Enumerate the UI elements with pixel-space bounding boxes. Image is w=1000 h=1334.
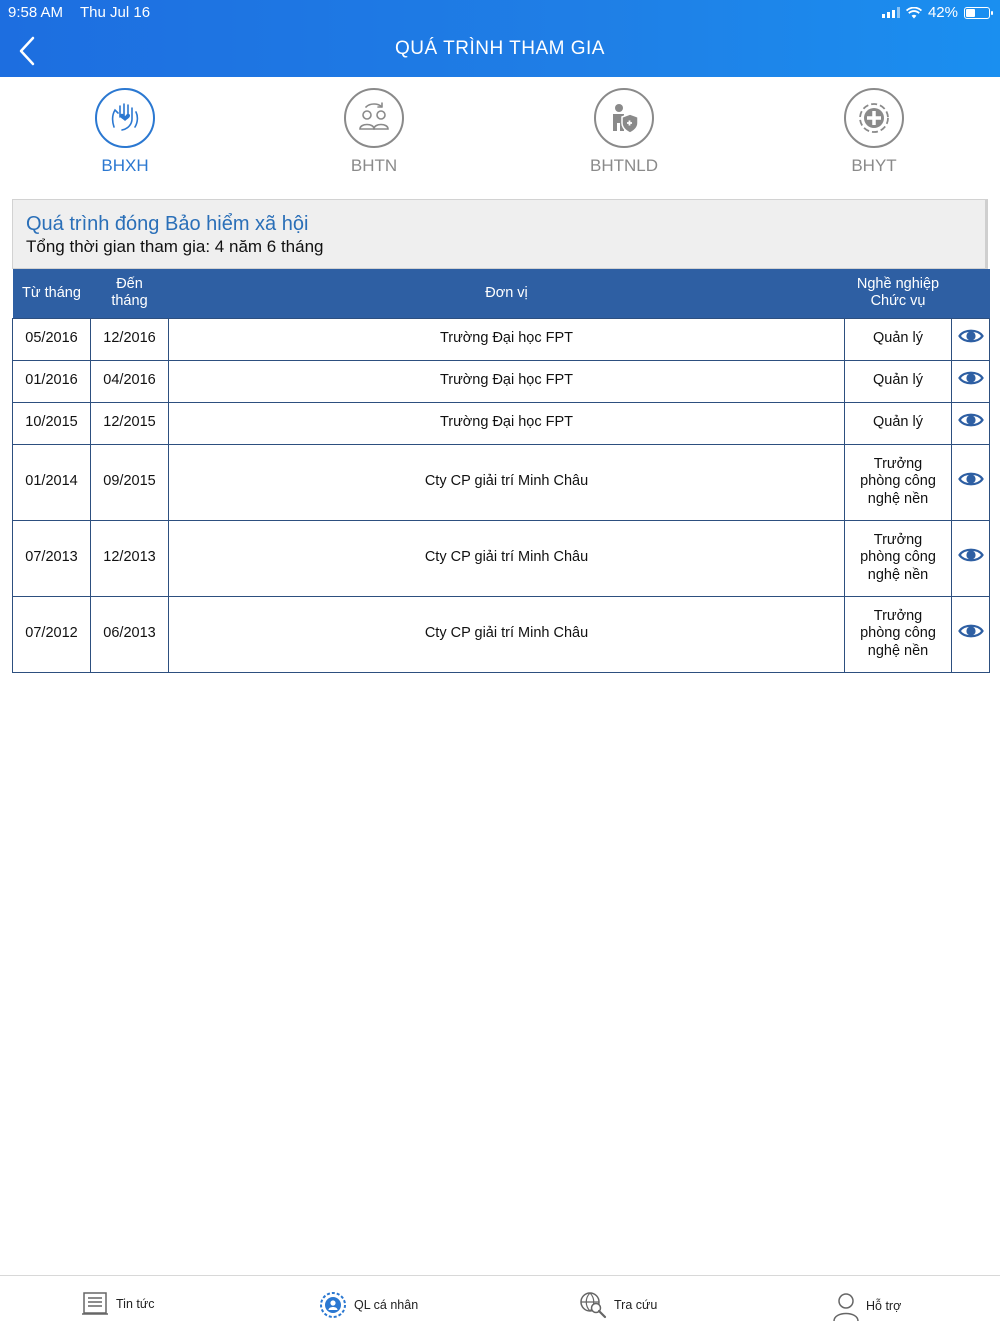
cell-from: 07/2012 [13, 596, 91, 672]
summary-total-time: Tổng thời gian tham gia: 4 năm 6 tháng [26, 237, 324, 256]
table-row [13, 520, 990, 596]
table-header-row [13, 269, 990, 318]
battery-icon [964, 7, 990, 19]
tabbar-label: Tin tức [116, 1297, 155, 1311]
cell-to: 12/2013 [91, 520, 169, 596]
eye-icon [958, 369, 984, 387]
support-person-icon [832, 1290, 860, 1322]
tabbar-item-lookup[interactable] [578, 1290, 657, 1320]
cell-job: Quản lý [845, 318, 952, 360]
tabbar-label: Hỗ trợ [866, 1299, 902, 1313]
cell-to: 09/2015 [91, 444, 169, 520]
battery-percent: 42% [927, 4, 958, 21]
column-header-to: Đến tháng [91, 269, 169, 318]
view-detail-button[interactable] [952, 318, 990, 360]
people-exchange-icon [354, 98, 394, 138]
page-title: QUÁ TRÌNH THAM GIA [395, 38, 605, 59]
cell-from: 01/2016 [13, 360, 91, 402]
participation-table [12, 269, 990, 673]
cell-job: Quản lý [845, 402, 952, 444]
tab-icon-circle [344, 88, 404, 148]
signal-icon [882, 7, 900, 18]
tab-icon-circle [844, 88, 904, 148]
column-header-job: Nghề nghiệp Chức vụ [845, 269, 990, 318]
status-indicators [882, 4, 990, 21]
tab-label: BHXH [101, 156, 149, 175]
cell-to: 06/2013 [91, 596, 169, 672]
eye-icon [958, 622, 984, 640]
tab-bhtnld[interactable] [564, 86, 684, 176]
cell-to: 04/2016 [91, 360, 169, 402]
status-date: Thu Jul 16 [80, 4, 151, 21]
cell-to: 12/2015 [91, 402, 169, 444]
tabbar-label: Tra cứu [614, 1298, 658, 1312]
table-row [13, 402, 990, 444]
table-row [13, 318, 990, 360]
cell-unit: Cty CP giải trí Minh Châu [169, 520, 845, 596]
cell-from: 01/2014 [13, 444, 91, 520]
column-header-unit: Đơn vị [169, 269, 845, 318]
insurance-tabs [0, 86, 1000, 186]
eye-icon [958, 411, 984, 429]
app-header [0, 0, 1000, 77]
cell-from: 07/2013 [13, 520, 91, 596]
cell-job: Trưởng phòng công nghệ nền [845, 596, 952, 672]
eye-icon [958, 546, 984, 564]
user-gear-icon [318, 1290, 348, 1320]
hands-heart-icon [106, 99, 144, 137]
eye-icon [958, 327, 984, 345]
cell-to: 12/2016 [91, 318, 169, 360]
tab-label: BHTNLD [589, 156, 658, 175]
tabbar-label: QL cá nhân [354, 1298, 419, 1312]
view-detail-button[interactable] [952, 444, 990, 520]
view-detail-button[interactable] [952, 596, 990, 672]
cell-job: Trưởng phòng công nghệ nền [845, 444, 952, 520]
tab-bhyt[interactable] [814, 86, 934, 176]
wifi-icon [906, 7, 922, 19]
cell-unit: Trường Đại học FPT [169, 402, 845, 444]
table-row [13, 444, 990, 520]
newspaper-icon [80, 1290, 110, 1318]
view-detail-button[interactable] [952, 402, 990, 444]
table-body [13, 318, 990, 672]
tab-label: BHTN [350, 156, 398, 175]
tab-icon-circle [594, 88, 654, 148]
cell-from: 05/2016 [13, 318, 91, 360]
cell-job: Trưởng phòng công nghệ nền [845, 520, 952, 596]
table-row [13, 596, 990, 672]
summary-heading: Quá trình đóng Bảo hiểm xã hội [26, 213, 309, 235]
tabbar-item-personal[interactable] [318, 1290, 418, 1320]
tab-bhtn[interactable] [314, 86, 434, 176]
tabbar-item-news[interactable] [80, 1290, 154, 1318]
battery-level [966, 9, 975, 17]
cell-unit: Trường Đại học FPT [169, 360, 845, 402]
worker-shield-icon [604, 98, 644, 138]
summary-panel [12, 199, 988, 269]
column-header-from: Từ tháng [13, 269, 91, 318]
view-detail-button[interactable] [952, 520, 990, 596]
cell-job: Quản lý [845, 360, 952, 402]
bottom-tab-bar [0, 1275, 1000, 1334]
globe-search-icon [578, 1290, 608, 1320]
cell-from: 10/2015 [13, 402, 91, 444]
tabbar-item-support[interactable] [832, 1290, 901, 1322]
medical-cross-icon [854, 98, 894, 138]
cell-unit: Cty CP giải trí Minh Châu [169, 444, 845, 520]
tab-icon-circle [95, 88, 155, 148]
eye-icon [958, 470, 984, 488]
status-time: 9:58 AM [8, 4, 64, 21]
cell-unit: Trường Đại học FPT [169, 318, 845, 360]
view-detail-button[interactable] [952, 360, 990, 402]
tab-bhxh[interactable] [65, 86, 185, 176]
tab-label: BHYT [851, 156, 897, 175]
table-row [13, 360, 990, 402]
status-bar [0, 0, 1000, 24]
cell-unit: Cty CP giải trí Minh Châu [169, 596, 845, 672]
